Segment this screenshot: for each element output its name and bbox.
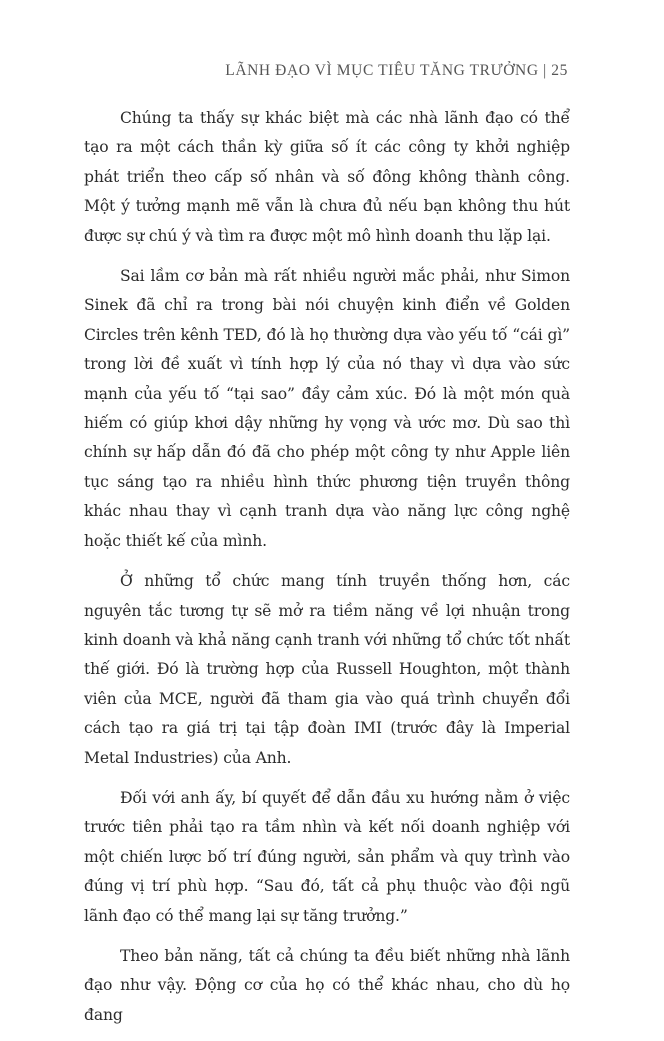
paragraph-1: Chúng ta thấy sự khác biệt mà các nhà lãnh đạo có thể tạo ra một cách thần kỳ giữa số ít các công ty khởi nghiệp phát triển theo cấp số nhân và số đông không thành công. Một ý tưởng mạnh mẽ vẫn là chưa đủ nếu bạn không thu hút được sự chú ý và tìm ra được một mô hình doanh thu lặp lại. — [84, 109, 570, 245]
paragraph-2: Sai lầm cơ bản mà rất nhiều người mắc phải, như Simon Sinek đã chỉ ra trong bài nói chuyện kinh điển về Golden Circles trên kênh TED, đó là họ thường dựa vào yếu tố “cái gì” trong lời đề xuất vì tính hợp lý của nó thay vì dựa vào sức mạnh của yếu tố “tại sao” đầy cảm xúc. Đó là một món quà hiếm có giúp khơi dậy những hy vọng và ước mơ. Dù sao thì chính sự hấp dẫn đó đã cho phép một công ty như Apple liên tục sáng tạo ra nhiều hình thức phương tiện truyền thông khác nhau thay vì cạnh tranh dựa vào năng lực công nghệ hoặc thiết kế của mình. — [84, 267, 570, 550]
paragraph-5: Theo bản năng, tất cả chúng ta đều biết những nhà lãnh đạo như vậy. Động cơ của họ có thể khác nhau, cho dù họ đang — [84, 946, 570, 1024]
body-text — [84, 104, 570, 1041]
paragraph-4: Đối với anh ấy, bí quyết để dẫn đầu xu hướng nằm ở việc trước tiên phải tạo ra tầm nhìn và kết nối doanh nghiệp với một chiến lược bố trí đúng người, sản phẩm và quy trình vào đúng vị trí phù hợp. “Sau đó, tất cả phụ thuộc vào đội ngũ lãnh đạo có thể mang lại sự tăng trưởng.” — [84, 788, 570, 925]
running-header: LÃNH ĐẠO VÌ MỤC TIÊU TĂNG TRƯỞNG | 25 — [225, 62, 568, 79]
paragraph-3: Ở những tổ chức mang tính truyền thống hơn, các nguyên tắc tương tự sẽ mở ra tiềm năng về lợi nhuận trong kinh doanh và khả năng cạnh tranh với những tổ chức tốt nhất thế giới. Đó là trường hợp của Russell Houghton, một thành viên của MCE, người đã tham gia vào quá trình chuyển đổi cách tạo ra giá trị tại tập đoàn IMI (trước đây là Imperial Metal Industries) của Anh. — [84, 572, 570, 767]
